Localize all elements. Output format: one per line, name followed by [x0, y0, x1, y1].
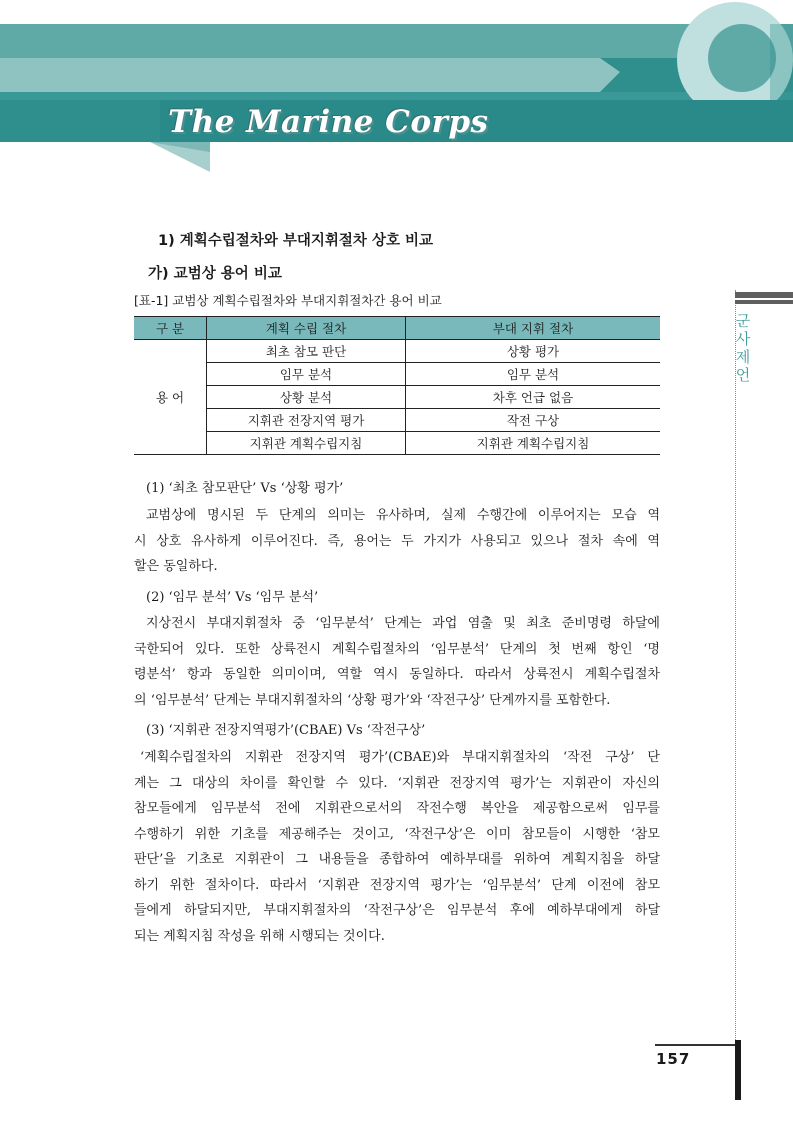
table-header-planning: 계획 수립 절차	[207, 317, 406, 340]
page-number: 157	[656, 1050, 691, 1068]
paragraph-line: 참모들에게 임무분석 전에 지휘관으로서의 작전수행 복안을 제공함으로써 임무를	[134, 801, 660, 816]
table-header-troop-leading: 부대 지휘 절차	[406, 317, 661, 340]
table-row-label: 용 어	[134, 340, 207, 455]
item-2-paragraph	[134, 611, 660, 713]
side-dotted-rule	[735, 290, 736, 1050]
table-row	[134, 386, 660, 409]
paragraph-line: 령분석’ 항과 동일한 의미이며, 역할 역시 동일하다. 따라서 상륙전시 계획수립절차	[134, 667, 660, 682]
paragraph-line: 의 ‘임무분석’ 단계는 부대지휘절차의 ‘상황 평가’와 ‘작전구상’ 단계까지를 포함한다.	[134, 692, 611, 708]
table-cell: 상황 평가	[406, 340, 661, 363]
section-subheading: 가) 교범상 용어 비교	[148, 266, 282, 282]
page-number-rule	[655, 1044, 735, 1046]
table-cell: 지휘관 계획수립지침	[406, 432, 661, 455]
table-header-row	[134, 317, 660, 340]
header-banner	[0, 0, 793, 180]
page-number-bar	[735, 1040, 741, 1100]
table-caption: [표-1] 교범상 계획수립절차와 부대지휘절차간 용어 비교	[134, 293, 442, 308]
comparison-table	[134, 316, 660, 455]
table-cell: 상황 분석	[207, 386, 406, 409]
paragraph-line: 계는 그 대상의 차이를 확인할 수 있다. ‘지휘관 전장지역 평가’는 지휘관이 자신의	[134, 775, 660, 791]
side-tab-label: 군사제언	[735, 312, 751, 384]
header-graphic	[0, 0, 793, 180]
paragraph-line: 수행하기 위한 기초를 제공해주는 것이고, ‘작전구상’은 이미 참모들이 시행한 ‘참모	[134, 826, 660, 842]
paragraph-line: 지상전시 부대지휘절차 중 ‘임무분석’ 단계는 과업 염출 및 최초 준비명령 하달에	[146, 616, 660, 631]
section-heading: 1) 계획수립절차와 부대지휘절차 상호 비교	[158, 233, 434, 249]
table-row	[134, 409, 660, 432]
table-cell: 지휘관 계획수립지침	[207, 432, 406, 455]
table-header-category: 구 분	[134, 317, 207, 340]
paragraph-line: 국한되어 있다. 또한 상륙전시 계획수립절차의 ‘임무분석’ 단계의 첫 번째 항인 ‘명	[134, 641, 660, 657]
paragraph-line: 할은 동일하다.	[134, 559, 218, 574]
item-3-title: (3) ‘지휘관 전장지역평가’(CBAE) Vs ‘작전구상’	[146, 723, 426, 738]
table-cell: 최초 참모 판단	[207, 340, 406, 363]
item-1-title: (1) ‘최초 참모판단’ Vs ‘상황 평가’	[146, 481, 344, 496]
table-row	[134, 363, 660, 386]
paragraph-line: 판단’을 기초로 지휘관이 그 내용들을 종합하여 예하부대를 위하여 계획지침을 하달	[134, 852, 660, 867]
paragraph-line: 교범상에 명시된 두 단계의 의미는 유사하며, 실제 수행간에 이루어지는 모습 역	[146, 508, 660, 523]
paragraph-line: 들에게 하달되지만, 부대지휘절차의 ‘작전구상’은 임무분석 후에 예하부대에게 하달	[134, 903, 660, 918]
table-cell: 차후 언급 없음	[406, 386, 661, 409]
table-cell: 임무 분석	[207, 363, 406, 386]
side-tab-stripe	[735, 298, 793, 300]
paragraph-line: 되는 계획지침 작성을 위해 시행되는 것이다.	[134, 928, 385, 944]
item-1-paragraph	[134, 503, 660, 580]
table-row	[134, 340, 660, 363]
paragraph-line: ‘계획수립절차의 지휘관 전장지역 평가’(CBAE)와 부대지휘절차의 ‘작전 구상’ 단	[140, 750, 660, 765]
banner-title: The Marine Corps	[168, 104, 489, 140]
paragraph-line: 시 상호 유사하게 이루어진다. 즉, 용어는 두 가지가 사용되고 있으나 절차 속에 역	[134, 533, 660, 549]
item-2-title: (2) ‘임무 분석’ Vs ‘임무 분석’	[146, 590, 319, 605]
item-3-paragraph	[134, 745, 660, 949]
table-row	[134, 432, 660, 455]
table-cell: 임무 분석	[406, 363, 661, 386]
paragraph-line: 하기 위한 절차이다. 따라서 ‘지휘관 전장지역 평가’는 ‘임무분석’ 단계 이전에 참모	[134, 877, 660, 893]
table-cell: 지휘관 전장지역 평가	[207, 409, 406, 432]
table-cell: 작전 구상	[406, 409, 661, 432]
